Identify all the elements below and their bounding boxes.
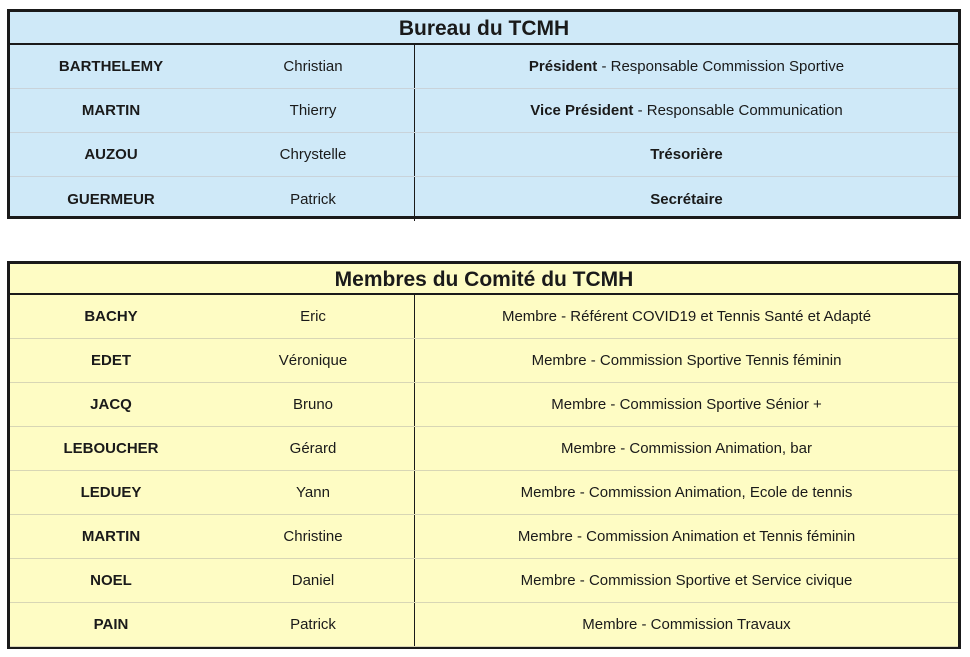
first-name: Christian — [283, 58, 343, 75]
first-name: Gérard — [289, 440, 337, 457]
last-name: JACQ — [90, 396, 132, 413]
role: Membre - Commission Animation et Tennis féminin — [414, 515, 958, 558]
role — [414, 89, 958, 132]
table-row — [10, 471, 958, 515]
bureau-table — [7, 9, 961, 219]
role: Membre - Référent COVID19 et Tennis Santé et Adapté — [414, 295, 958, 338]
role-title: Trésorière — [650, 146, 723, 163]
table-row — [10, 603, 958, 647]
last-name: EDET — [90, 352, 131, 369]
first-name: Véronique — [278, 352, 348, 369]
first-name: Patrick — [290, 616, 336, 633]
role — [414, 177, 958, 221]
role-detail: - Responsable Commission Sportive — [597, 58, 845, 75]
last-name: LEDUEY — [80, 484, 142, 501]
role-title: Secrétaire — [650, 190, 723, 208]
last-name: NOEL — [90, 572, 132, 589]
table-row — [10, 295, 958, 339]
last-name: GUERMEUR — [67, 190, 155, 208]
role: Membre - Commission Animation, Ecole de tennis — [414, 471, 958, 514]
last-name: LEBOUCHER — [63, 440, 159, 457]
table-row — [10, 339, 958, 383]
table-row — [10, 559, 958, 603]
first-name: Daniel — [291, 572, 335, 589]
first-name: Chrystelle — [279, 146, 347, 163]
table-row — [10, 45, 958, 89]
table-row — [10, 177, 958, 221]
first-name: Patrick — [290, 190, 336, 208]
role: Membre - Commission Travaux — [414, 603, 958, 646]
table-row — [10, 89, 958, 133]
first-name: Bruno — [292, 396, 334, 413]
comite-title: Membres du Comité du TCMH — [10, 264, 958, 295]
last-name: BACHY — [84, 308, 138, 325]
role-title: Vice Président — [530, 102, 634, 119]
first-name: Yann — [296, 484, 330, 501]
role — [414, 133, 958, 176]
table-row — [10, 427, 958, 471]
first-name: Thierry — [289, 102, 337, 119]
role: Membre - Commission Sportive Tennis féminin — [414, 339, 958, 382]
role-title: Président — [528, 58, 598, 75]
table-row — [10, 383, 958, 427]
comite-table — [7, 261, 961, 649]
last-name: PAIN — [93, 616, 129, 633]
last-name: MARTIN — [81, 528, 141, 545]
role: Membre - Commission Sportive Sénior + — [414, 383, 958, 426]
last-name: AUZOU — [84, 146, 138, 163]
role: Membre - Commission Sportive et Service civique — [414, 559, 958, 602]
role — [414, 45, 958, 88]
bureau-title: Bureau du TCMH — [10, 12, 958, 45]
first-name: Eric — [300, 308, 326, 325]
first-name: Christine — [283, 528, 343, 545]
role-detail: - Responsable Communication — [633, 102, 843, 119]
table-row — [10, 515, 958, 559]
last-name: MARTIN — [81, 102, 141, 119]
last-name: BARTHELEMY — [58, 58, 164, 75]
role: Membre - Commission Animation, bar — [414, 427, 958, 470]
table-row — [10, 133, 958, 177]
